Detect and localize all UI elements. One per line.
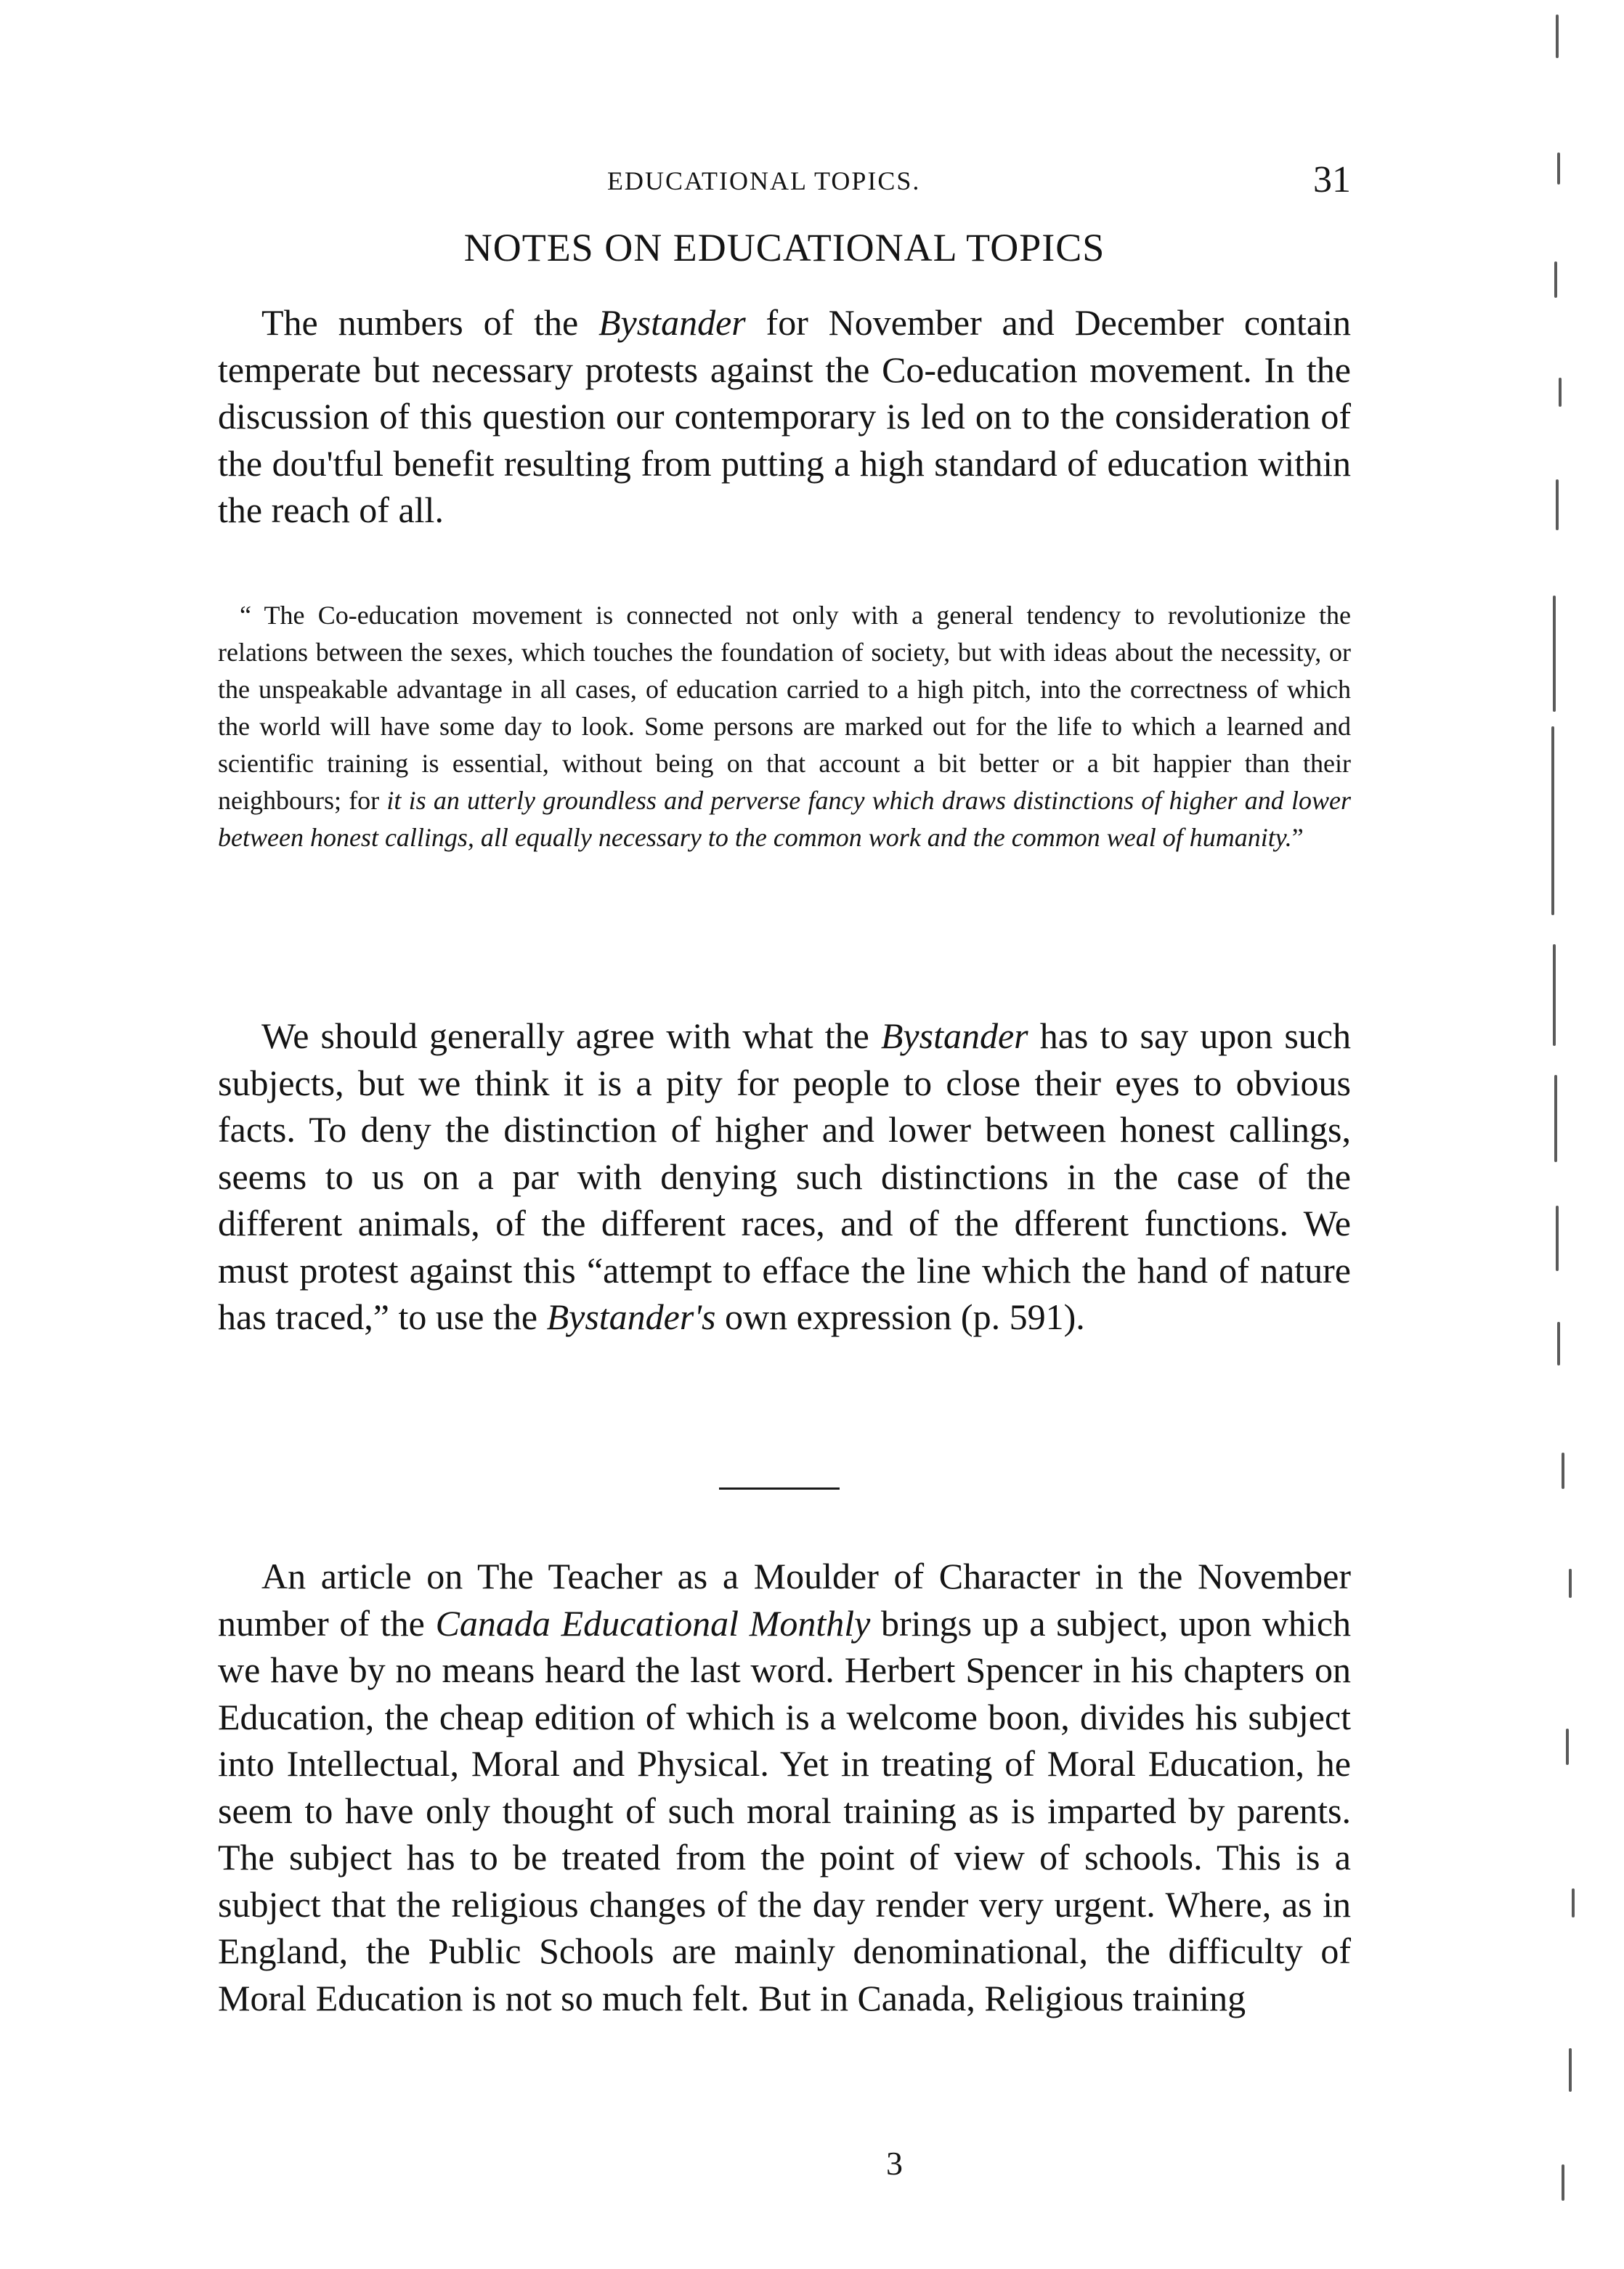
quote-italic: it is an utterly groundless and perverse fancy which draws distinctions of higher and lower between honest callings, all equally necessary to the common work and the common weal of humanity. xyxy=(218,786,1351,852)
paragraph-1-text-b: for November and December contain temperate but necessary protests against the Co-education movement. In the discussion of this question our contemporary is led on to the consideration of the dou'tful benefit resulting from putting a high standard of education within the reach of all. xyxy=(218,302,1351,530)
paragraph-1 xyxy=(218,299,1351,534)
signature-mark: 3 xyxy=(886,2145,903,2182)
paragraph-3-text-b: brings up a subject, upon which we have by no means heard the last word. Herbert Spencer in his chapters on Education, the cheap edition of which is a welcome boon, divides his subject into Intellectual, Moral and Physical. Yet in treating of Moral Education, he seem to have only thought of such moral training as is imparted by parents. The subject has to be treated from the point of view of schools. This is a subject that the religious changes of the day render very urgent. Where, as in England, the Public Schools are mainly denominational, the difficulty of Moral Education is not so much felt. But in Canada, Religious training xyxy=(218,1602,1352,2018)
paragraph-2-text-c: own expression (p. 591). xyxy=(715,1296,1085,1337)
quote-text: “ The Co-education movement is connected not only with a general tendency to revolutionize the relations between the sexes, which touches the foundation of society, but with ideas about the necessity, or the unspeakable advantage in all cases, of education carried to a high pitch, into the correctness of which the world will have some day to look. Some persons are marked out for the life to which a learned and scientific training is essential, without being on that account a bit better or a bit happier than their neighbours; for xyxy=(218,601,1351,815)
paragraph-2-text-b: has to say upon such subjects, but we think it is a pity for people to close their eyes to obvious facts. To deny the distinction of higher and lower between honest callings, seems to us on a par with denying such distinctions in the case of the different animals, of the different races, and of the dfferent functions. We must protest against this “attempt to efface the line which the hand of nature has traced,” to use the xyxy=(218,1015,1352,1337)
paragraph-2 xyxy=(218,1012,1351,1341)
paragraph-1-text-a: The numbers of the xyxy=(261,302,598,343)
scan-margin-artifacts xyxy=(1540,0,1624,2269)
block-quote xyxy=(218,597,1351,856)
paragraph-3-text-a: An article on The Teacher as a Moulder of Character in the November number of the xyxy=(218,1556,1351,1644)
running-title: EDUCATIONAL TOPICS. xyxy=(607,166,921,195)
running-head xyxy=(218,158,1351,202)
article-title: NOTES ON EDUCATIONAL TOPICS xyxy=(463,226,1105,269)
quote-close: ” xyxy=(1291,823,1304,852)
paragraph-3 xyxy=(218,1553,1351,2021)
paragraph-2-text-a: We should generally agree with what the xyxy=(261,1015,881,1056)
paragraph-3-italic: Canada Educational Monthly xyxy=(435,1602,871,1644)
page-number: 31 xyxy=(1313,159,1351,200)
section-divider xyxy=(719,1487,840,1490)
paragraph-1-italic: Bystander xyxy=(598,302,746,343)
paragraph-2-italic-a: Bystander xyxy=(880,1015,1028,1056)
paragraph-2-italic-b: Bystander's xyxy=(546,1296,716,1337)
